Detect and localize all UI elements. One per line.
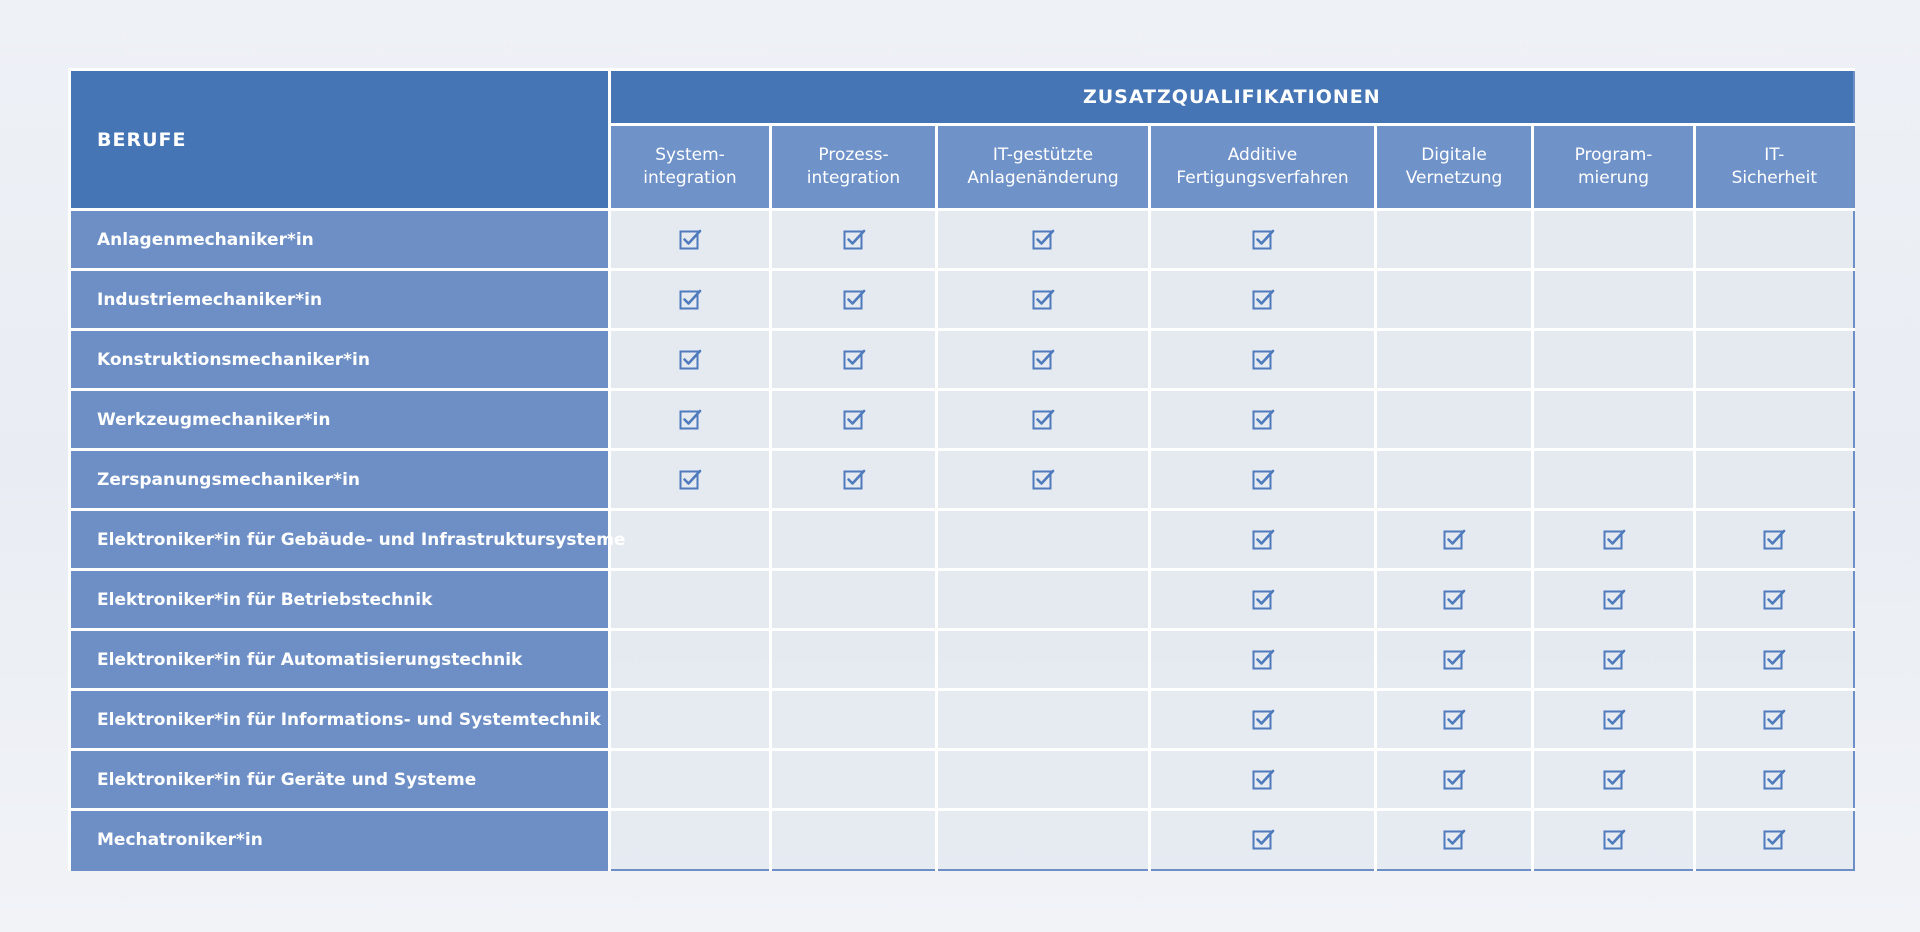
column-header-line-2: Fertigungsverfahren (1176, 168, 1349, 188)
checked-box-icon (678, 228, 702, 252)
checked-box-icon (842, 348, 866, 372)
qualification-cell-checked (937, 390, 1150, 450)
checked-box-icon (1031, 408, 1055, 432)
qualification-cell-checked (1695, 750, 1854, 810)
qualification-cell-checked (1376, 750, 1533, 810)
qualification-cell-checked (1376, 630, 1533, 690)
checked-box-icon (1762, 588, 1786, 612)
checked-box-icon (1762, 648, 1786, 672)
checked-box-icon (678, 408, 702, 432)
checked-box-icon (1251, 708, 1275, 732)
qualification-column-header (937, 125, 1150, 210)
qualification-cell-checked (937, 270, 1150, 330)
table-row (70, 510, 1854, 570)
checked-box-icon (1251, 528, 1275, 552)
column-header-line-1: Digitale (1421, 145, 1487, 165)
table-row (70, 390, 1854, 450)
qualification-cell-empty (937, 570, 1150, 630)
qualification-column-header (1150, 125, 1376, 210)
qualification-cell-checked (1695, 810, 1854, 870)
checked-box-icon (1442, 648, 1466, 672)
table-row (70, 450, 1854, 510)
column-header-line-1: IT- (1764, 145, 1785, 165)
qualification-column-header (1533, 125, 1695, 210)
profession-label: Anlagenmechaniker*in (70, 210, 610, 270)
column-header-line-2: Vernetzung (1405, 168, 1503, 188)
qualification-cell-empty (1533, 270, 1695, 330)
qualification-cell-empty (610, 750, 771, 810)
checked-box-icon (842, 408, 866, 432)
qualification-cell-empty (937, 810, 1150, 870)
qualification-cell-empty (1376, 270, 1533, 330)
checked-box-icon (1251, 288, 1275, 312)
qualification-cell-checked (771, 210, 937, 270)
qualification-cell-checked (1533, 750, 1695, 810)
checked-box-icon (1762, 528, 1786, 552)
checked-box-icon (678, 468, 702, 492)
table-row (70, 270, 1854, 330)
qualification-cell-empty (610, 690, 771, 750)
qualification-cell-checked (1695, 690, 1854, 750)
qualification-cell-checked (771, 330, 937, 390)
checked-box-icon (1031, 288, 1055, 312)
table-row (70, 210, 1854, 270)
checked-box-icon (1602, 648, 1626, 672)
checked-box-icon (842, 228, 866, 252)
qualification-cell-empty (1533, 330, 1695, 390)
column-header-line-2: Sicherheit (1731, 168, 1817, 188)
qualification-cell-checked (1695, 510, 1854, 570)
qualification-cell-checked (1533, 630, 1695, 690)
qualification-cell-empty (771, 630, 937, 690)
qualification-cell-checked (1376, 570, 1533, 630)
checked-box-icon (1251, 588, 1275, 612)
qualification-cell-empty (1533, 390, 1695, 450)
column-header-line-1: Additive (1227, 145, 1298, 165)
qualification-cell-checked (771, 450, 937, 510)
qualification-cell-checked (610, 390, 771, 450)
checked-box-icon (1251, 348, 1275, 372)
qualification-cell-checked (1150, 690, 1376, 750)
checked-box-icon (1762, 708, 1786, 732)
qualification-cell-empty (1376, 330, 1533, 390)
qualification-cell-empty (610, 570, 771, 630)
qualification-cell-empty (1695, 390, 1854, 450)
qualification-cell-checked (1376, 810, 1533, 870)
qualification-cell-empty (610, 630, 771, 690)
table-row (70, 630, 1854, 690)
checked-box-icon (1251, 648, 1275, 672)
qualification-column-header (771, 125, 937, 210)
checked-box-icon (1442, 768, 1466, 792)
checked-box-icon (678, 288, 702, 312)
qualification-cell-empty (1376, 210, 1533, 270)
checked-box-icon (842, 288, 866, 312)
qualification-cell-checked (1150, 750, 1376, 810)
profession-label: Industriemechaniker*in (70, 270, 610, 330)
table-row (70, 690, 1854, 750)
qualification-cell-checked (1695, 630, 1854, 690)
profession-label: Elektroniker*in für Gebäude- und Infrastruktursysteme (70, 510, 610, 570)
checked-box-icon (1442, 828, 1466, 852)
table-row (70, 330, 1854, 390)
qualification-cell-checked (610, 450, 771, 510)
profession-label: Elektroniker*in für Automatisierungstechnik (70, 630, 610, 690)
checked-box-icon (1031, 348, 1055, 372)
checked-box-icon (1031, 228, 1055, 252)
qualification-cell-checked (1150, 270, 1376, 330)
profession-label: Werkzeugmechaniker*in (70, 390, 610, 450)
qualification-cell-checked (937, 210, 1150, 270)
qualification-cell-checked (771, 390, 937, 450)
qualification-cell-checked (771, 270, 937, 330)
profession-label: Mechatroniker*in (70, 810, 610, 870)
checked-box-icon (1251, 768, 1275, 792)
qualification-cell-empty (610, 810, 771, 870)
checked-box-icon (1442, 708, 1466, 732)
table-row (70, 810, 1854, 870)
qualification-cell-empty (1695, 450, 1854, 510)
profession-label: Konstruktionsmechaniker*in (70, 330, 610, 390)
qualification-cell-checked (1150, 630, 1376, 690)
checked-box-icon (1251, 468, 1275, 492)
professions-header: BERUFE (70, 70, 610, 210)
column-header-line-2: mierung (1577, 168, 1650, 188)
qualification-cell-checked (1150, 330, 1376, 390)
table-row (70, 570, 1854, 630)
qualification-matrix (68, 68, 1855, 871)
qualification-cell-checked (937, 330, 1150, 390)
qualification-cell-empty (771, 690, 937, 750)
qualification-cell-checked (1695, 570, 1854, 630)
qualification-cell-empty (1695, 270, 1854, 330)
profession-rows (70, 210, 1854, 870)
qualification-cell-empty (1533, 210, 1695, 270)
qualification-cell-empty (1695, 210, 1854, 270)
column-header-line-2: integration (806, 168, 901, 188)
group-header-row (70, 70, 1854, 125)
qualification-cell-checked (1150, 390, 1376, 450)
profession-label: Zerspanungsmechaniker*in (70, 450, 610, 510)
qualification-cell-checked (1150, 450, 1376, 510)
qualification-cell-empty (771, 810, 937, 870)
qualification-cell-checked (937, 450, 1150, 510)
qualification-cell-checked (1533, 810, 1695, 870)
qualification-cell-checked (610, 210, 771, 270)
profession-label: Elektroniker*in für Betriebstechnik (70, 570, 610, 630)
qualification-cell-empty (1695, 330, 1854, 390)
column-header-line-2: integration (643, 168, 737, 188)
profession-label: Elektroniker*in für Informations- und Systemtechnik (70, 690, 610, 750)
column-header-line-2: Anlagenänderung (967, 168, 1119, 188)
qualification-cell-checked (1533, 690, 1695, 750)
qualification-cell-empty (771, 570, 937, 630)
column-header-line-1: IT-gestützte (992, 145, 1094, 165)
column-header-line-1: Program- (1574, 145, 1653, 165)
checked-box-icon (1031, 468, 1055, 492)
qualification-column-header (1695, 125, 1854, 210)
qualification-cell-empty (937, 750, 1150, 810)
checked-box-icon (1251, 408, 1275, 432)
checked-box-icon (842, 468, 866, 492)
checked-box-icon (1442, 528, 1466, 552)
qualification-cell-empty (771, 510, 937, 570)
qualification-cell-checked (1150, 510, 1376, 570)
qualification-column-header (610, 125, 771, 210)
qualification-cell-empty (610, 510, 771, 570)
checked-box-icon (1251, 828, 1275, 852)
qualification-cell-checked (1533, 570, 1695, 630)
checked-box-icon (1442, 588, 1466, 612)
checked-box-icon (1762, 768, 1786, 792)
qualification-cell-empty (771, 750, 937, 810)
additional-qualifications-header: ZUSATZQUALIFIKATIONEN (610, 70, 1854, 125)
qualification-cell-checked (1376, 690, 1533, 750)
checked-box-icon (1602, 768, 1626, 792)
checked-box-icon (1602, 828, 1626, 852)
qualification-cell-empty (1376, 450, 1533, 510)
qualification-cell-empty (1533, 450, 1695, 510)
checked-box-icon (1762, 828, 1786, 852)
checked-box-icon (1251, 228, 1275, 252)
checked-box-icon (1602, 528, 1626, 552)
qualification-cell-empty (1376, 390, 1533, 450)
column-header-line-1: Prozess- (818, 145, 889, 165)
qualification-cell-empty (937, 510, 1150, 570)
qualification-cell-empty (937, 690, 1150, 750)
qualification-cell-checked (1150, 810, 1376, 870)
qualification-cell-checked (610, 330, 771, 390)
qualification-cell-checked (1376, 510, 1533, 570)
qualification-column-header (1376, 125, 1533, 210)
checked-box-icon (1602, 708, 1626, 732)
column-header-line-1: System- (655, 145, 725, 165)
qualification-cell-empty (937, 630, 1150, 690)
checked-box-icon (1602, 588, 1626, 612)
qualification-cell-checked (1533, 510, 1695, 570)
qualification-cell-checked (1150, 210, 1376, 270)
table-row (70, 750, 1854, 810)
checked-box-icon (678, 348, 702, 372)
profession-label: Elektroniker*in für Geräte und Systeme (70, 750, 610, 810)
qualification-cell-checked (1150, 570, 1376, 630)
qualification-cell-checked (610, 270, 771, 330)
